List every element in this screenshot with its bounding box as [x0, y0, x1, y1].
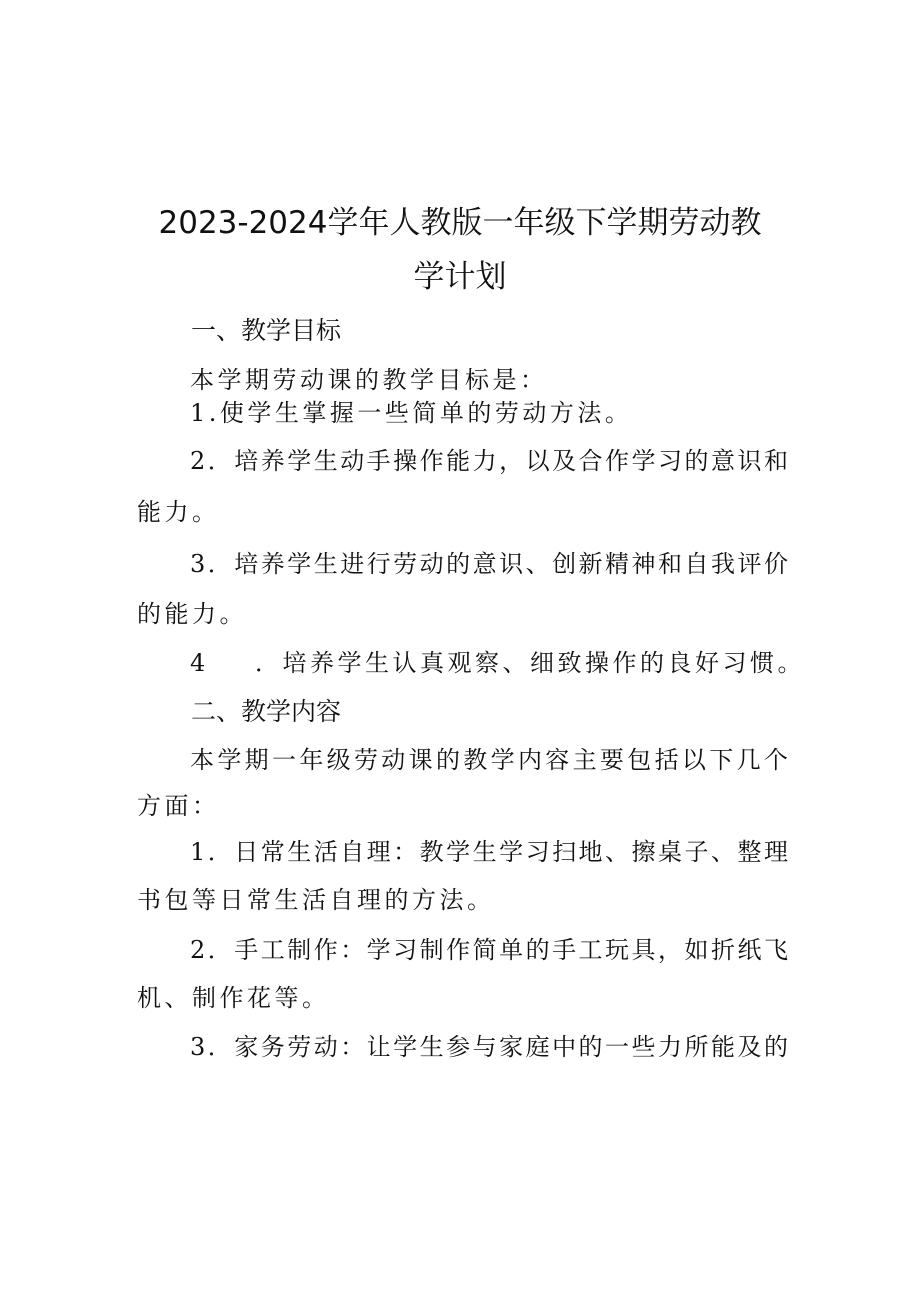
section-heading-teaching-content: 二、教学内容	[191, 697, 342, 726]
goals-intro-paragraph: 本学期劳动课的教学目标是：	[190, 366, 548, 394]
content-item-1-line-1: 1 ． 日 常 生 活 自 理 ： 教 学 生 学 习 扫 地 、 擦 桌 子 、 整 理	[190, 838, 788, 866]
goal-item-4-text: ．培养学生认真观察、细致操作的良好习惯。	[255, 649, 805, 677]
goal-item-2-line-1: 2 ． 培 养 学 生 动 手 操 作 能 力 ， 以 及 合 作 学 习 的 意 识 和	[190, 447, 788, 475]
goal-item-4-number: 4	[190, 649, 206, 677]
document-title-line-2: 学计划	[413, 259, 507, 295]
goal-item-2-line-2: 能力。	[137, 498, 220, 526]
content-item-2-line-2: 机、制作花等。	[137, 984, 330, 1012]
content-item-2-line-1: 2 ． 手 工 制 作 ： 学 习 制 作 简 单 的 手 工 玩 具 ， 如 折 纸 飞	[190, 936, 788, 964]
goal-item-3-line-1: 3 ． 培 养 学 生 进 行 劳 动 的 意 识 、 创 新 精 神 和 自 我 评 价	[190, 550, 788, 578]
content-item-1-line-2: 书包等日常生活自理的方法。	[137, 886, 495, 914]
content-intro-line-2: 方面：	[137, 792, 220, 820]
goal-item-1: 1.使学生掌握一些简单的劳动方法。	[190, 399, 633, 427]
section-heading-teaching-goals: 一、教学目标	[191, 316, 342, 345]
content-item-3-line-1: 3 ． 家 务 劳 动 ： 让 学 生 参 与 家 庭 中 的 一 些 力 所 能 及 的	[190, 1033, 788, 1061]
content-intro-line-1: 本 学 期 一 年 级 劳 动 课 的 教 学 内 容 主 要 包 括 以 下 几 个	[190, 746, 788, 774]
goal-item-3-line-2: 的能力。	[137, 600, 247, 628]
document-title-line-1: 2023-2024学年人教版一年级下学期劳动教	[158, 205, 762, 241]
